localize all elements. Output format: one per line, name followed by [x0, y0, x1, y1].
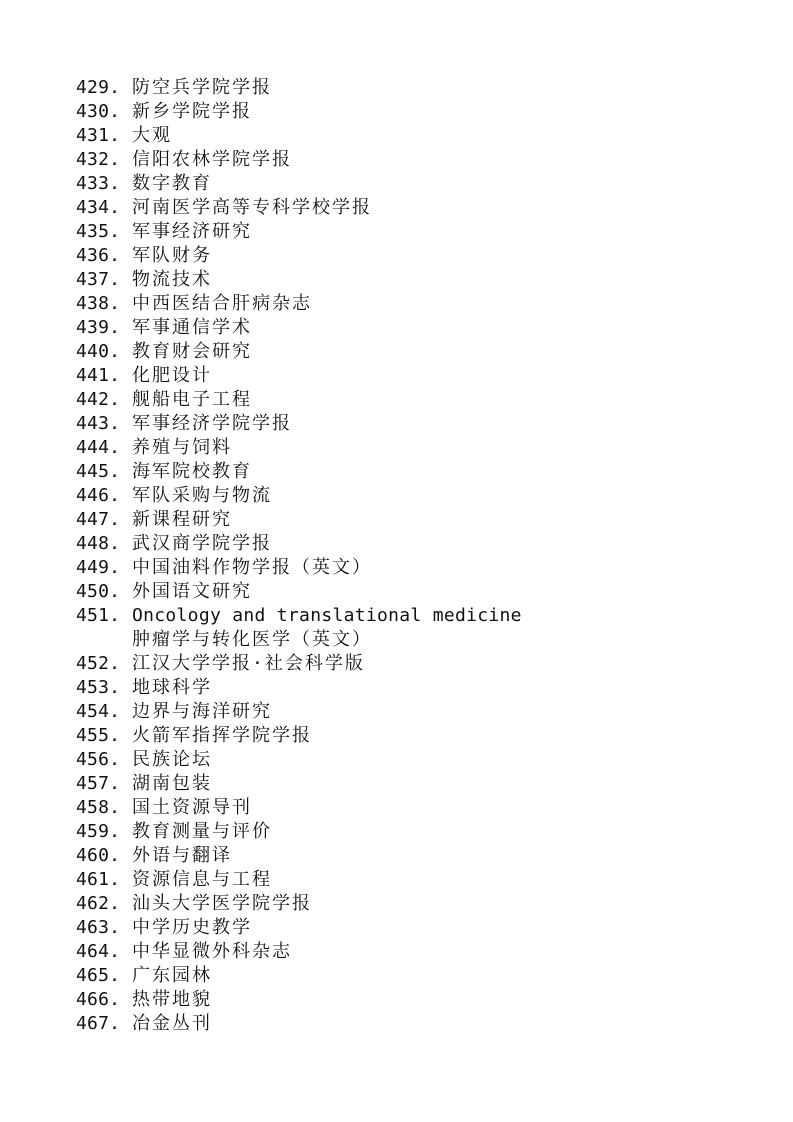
entry-number: 454. [76, 701, 121, 722]
entry-number: 446. [76, 485, 121, 506]
entry-titles [132, 988, 212, 1012]
entry-titles [132, 364, 212, 388]
list-item [76, 364, 756, 388]
entry-number: 441. [76, 365, 121, 386]
journal-title-chinese: 肿瘤学与转化医学（英文） [132, 629, 372, 650]
entry-number: 436. [76, 245, 121, 266]
list-item [76, 700, 756, 724]
journal-title: 中学历史教学 [132, 917, 252, 938]
entry-titles [132, 604, 522, 652]
list-item [76, 820, 756, 844]
entry-titles [132, 868, 272, 892]
list-item [76, 316, 756, 340]
list-item [76, 508, 756, 532]
list-item [76, 604, 756, 652]
list-item [76, 556, 756, 580]
journal-title: 化肥设计 [132, 365, 212, 386]
entry-number: 464. [76, 941, 121, 962]
journal-title: 海军院校教育 [132, 461, 252, 482]
entry-titles [132, 340, 252, 364]
entry-titles [132, 244, 212, 268]
entry-number: 439. [76, 317, 121, 338]
list-item [76, 532, 756, 556]
journal-title: 防空兵学院学报 [132, 77, 272, 98]
journal-title: 河南医学高等专科学校学报 [132, 197, 372, 218]
journal-title: 教育财会研究 [132, 341, 252, 362]
entry-titles [132, 700, 272, 724]
list-item [76, 340, 756, 364]
entry-titles [132, 916, 252, 940]
entry-titles [132, 532, 272, 556]
journal-title: 武汉商学院学报 [132, 533, 272, 554]
list-item [76, 844, 756, 868]
list-item [76, 460, 756, 484]
list-item [76, 724, 756, 748]
journal-title: 军事经济研究 [132, 221, 252, 242]
journal-title: 广东园林 [132, 965, 212, 986]
entry-titles [132, 412, 292, 436]
entry-number: 466. [76, 989, 121, 1010]
entry-number: 433. [76, 173, 121, 194]
journal-title: 外国语文研究 [132, 581, 252, 602]
journal-title: 国土资源导刊 [132, 797, 252, 818]
list-item [76, 988, 756, 1012]
entry-number: 432. [76, 149, 121, 170]
journal-title: 地球科学 [132, 677, 212, 698]
list-item [76, 868, 756, 892]
entry-number: 450. [76, 581, 121, 602]
entry-number: 442. [76, 389, 121, 410]
list-item [76, 676, 756, 700]
journal-title: 汕头大学医学院学报 [132, 893, 312, 914]
entry-number: 451. [76, 605, 121, 626]
entry-number: 431. [76, 125, 121, 146]
journal-title: 物流技术 [132, 269, 212, 290]
entry-number: 449. [76, 557, 121, 578]
entry-number: 456. [76, 749, 121, 770]
list-item [76, 796, 756, 820]
entry-titles [132, 460, 252, 484]
entry-titles [132, 1012, 212, 1036]
entry-number: 438. [76, 293, 121, 314]
entry-number: 448. [76, 533, 121, 554]
entry-titles [132, 772, 212, 796]
journal-title: 养殖与饲料 [132, 437, 232, 458]
list-item [76, 388, 756, 412]
journal-list [76, 76, 756, 1036]
list-item [76, 172, 756, 196]
list-item [76, 892, 756, 916]
entry-titles [132, 676, 212, 700]
entry-number: 465. [76, 965, 121, 986]
journal-title: 民族论坛 [132, 749, 212, 770]
entry-titles [132, 220, 252, 244]
journal-title: 信阳农林学院学报 [132, 149, 292, 170]
entry-titles [132, 148, 292, 172]
entry-titles [132, 844, 232, 868]
entry-titles [132, 268, 212, 292]
entry-number: 460. [76, 845, 121, 866]
entry-titles [132, 484, 272, 508]
entry-titles [132, 820, 272, 844]
entry-titles [132, 172, 212, 196]
entry-titles [132, 748, 212, 772]
list-item [76, 100, 756, 124]
journal-title: 中国油料作物学报（英文） [132, 557, 372, 578]
entry-titles [132, 124, 172, 148]
journal-title: 军事经济学院学报 [132, 413, 292, 434]
journal-title: 军队财务 [132, 245, 212, 266]
list-item [76, 940, 756, 964]
journal-title: 外语与翻译 [132, 845, 232, 866]
list-item [76, 772, 756, 796]
list-item [76, 124, 756, 148]
journal-title: 舰船电子工程 [132, 389, 252, 410]
entry-titles [132, 964, 212, 988]
entry-titles [132, 892, 312, 916]
entry-titles [132, 508, 232, 532]
list-item [76, 748, 756, 772]
entry-number: 435. [76, 221, 121, 242]
entry-number: 430. [76, 101, 121, 122]
entry-number: 444. [76, 437, 121, 458]
entry-titles [132, 652, 365, 676]
entry-number: 434. [76, 197, 121, 218]
journal-title: 大观 [132, 125, 172, 146]
journal-title: 教育测量与评价 [132, 821, 272, 842]
journal-title: 资源信息与工程 [132, 869, 272, 890]
list-item [76, 484, 756, 508]
list-item [76, 412, 756, 436]
entry-number: 457. [76, 773, 121, 794]
entry-number: 440. [76, 341, 121, 362]
entry-number: 461. [76, 869, 121, 890]
list-item [76, 1012, 756, 1036]
list-item [76, 196, 756, 220]
entry-number: 452. [76, 653, 121, 674]
list-item [76, 652, 756, 676]
entry-number: 437. [76, 269, 121, 290]
entry-titles [132, 388, 252, 412]
entry-titles [132, 292, 312, 316]
entry-titles [132, 316, 252, 340]
entry-titles [132, 796, 252, 820]
journal-title: Oncology and translational medicine [132, 605, 522, 626]
journal-title: 湖南包装 [132, 773, 212, 794]
list-item [76, 76, 756, 100]
journal-title: 新课程研究 [132, 509, 232, 530]
journal-title: 热带地貌 [132, 989, 212, 1010]
list-item [76, 148, 756, 172]
entry-number: 463. [76, 917, 121, 938]
list-item [76, 436, 756, 460]
journal-title: 冶金丛刊 [132, 1013, 212, 1034]
entry-titles [132, 556, 372, 580]
list-item [76, 292, 756, 316]
entry-number: 443. [76, 413, 121, 434]
journal-title: 中华显微外科杂志 [132, 941, 292, 962]
entry-titles [132, 100, 252, 124]
journal-title: 火箭军指挥学院学报 [132, 725, 312, 746]
entry-titles [132, 436, 232, 460]
list-item [76, 244, 756, 268]
journal-title: 江汉大学学报·社会科学版 [132, 653, 365, 674]
entry-number: 458. [76, 797, 121, 818]
journal-title: 军事通信学术 [132, 317, 252, 338]
entry-number: 462. [76, 893, 121, 914]
entry-titles [132, 580, 252, 604]
entry-number: 429. [76, 77, 121, 98]
entry-titles [132, 940, 292, 964]
list-item [76, 916, 756, 940]
entry-titles [132, 724, 312, 748]
list-item [76, 580, 756, 604]
entry-number: 453. [76, 677, 121, 698]
journal-title: 军队采购与物流 [132, 485, 272, 506]
list-item [76, 268, 756, 292]
list-item [76, 964, 756, 988]
entry-number: 459. [76, 821, 121, 842]
entry-number: 467. [76, 1013, 121, 1034]
entry-number: 445. [76, 461, 121, 482]
entry-titles [132, 196, 372, 220]
entry-number: 447. [76, 509, 121, 530]
journal-title: 新乡学院学报 [132, 101, 252, 122]
journal-title: 数字教育 [132, 173, 212, 194]
entry-number: 455. [76, 725, 121, 746]
journal-title: 中西医结合肝病杂志 [132, 293, 312, 314]
journal-title: 边界与海洋研究 [132, 701, 272, 722]
entry-titles [132, 76, 272, 100]
list-item [76, 220, 756, 244]
